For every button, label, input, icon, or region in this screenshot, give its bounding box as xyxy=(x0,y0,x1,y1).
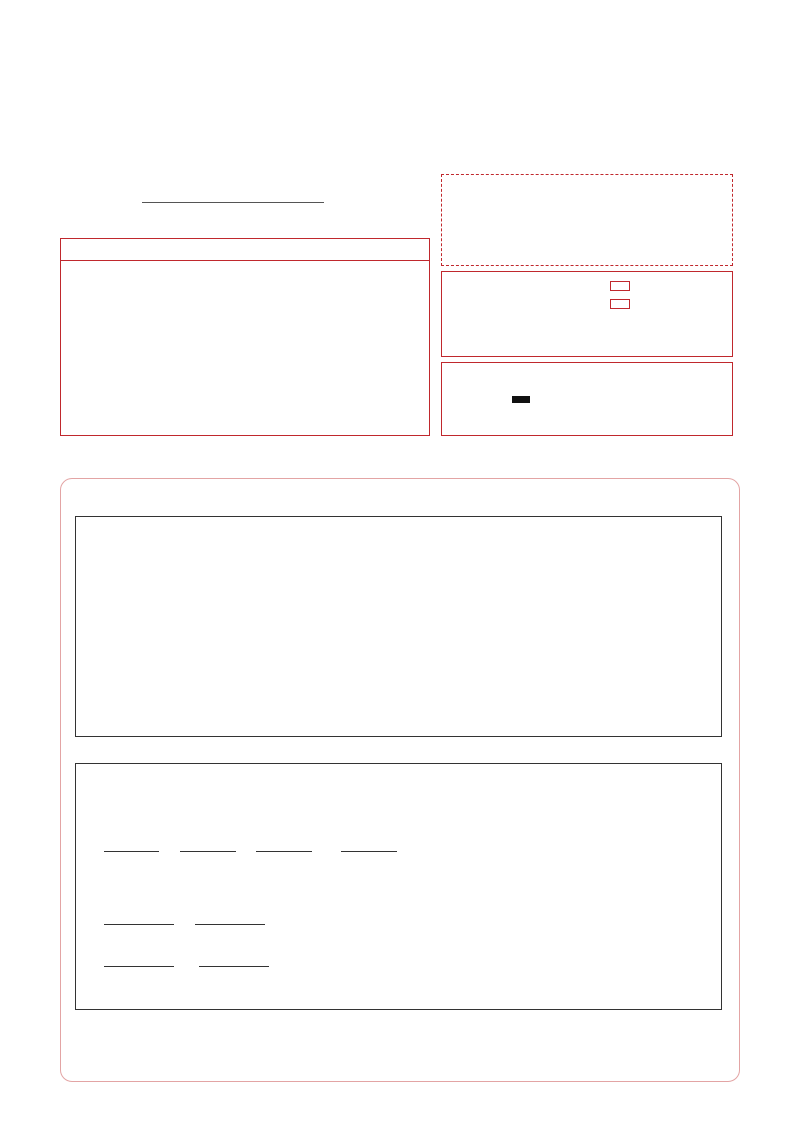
q11-part-1-blank[interactable] xyxy=(104,839,159,852)
fill-in-section xyxy=(75,763,722,1010)
wrong-fill-samples xyxy=(522,414,541,427)
q12-part-1-blank[interactable] xyxy=(104,912,174,925)
q11-row xyxy=(104,839,397,856)
q11-part-4-blank[interactable] xyxy=(341,839,397,852)
fill-sample-box xyxy=(441,362,733,436)
absent-mark-box[interactable] xyxy=(610,281,630,291)
violation-mark-box[interactable] xyxy=(610,299,630,309)
proctor-only-box xyxy=(441,271,733,357)
q12-row-2 xyxy=(104,954,269,971)
multiple-choice-section xyxy=(75,516,722,737)
q12-part-2-blank[interactable] xyxy=(195,912,265,925)
q11-part-2-blank[interactable] xyxy=(180,839,236,852)
barcode-area xyxy=(441,174,733,266)
q12-part-3-blank[interactable] xyxy=(104,954,174,967)
name-field[interactable] xyxy=(142,202,324,203)
notice-heading xyxy=(60,238,430,261)
notice-box xyxy=(60,238,430,436)
q12-row-1 xyxy=(104,912,265,929)
q12-part-4-blank[interactable] xyxy=(199,954,269,967)
q11-part-3-blank[interactable] xyxy=(256,839,312,852)
correct-fill-sample xyxy=(512,396,530,403)
